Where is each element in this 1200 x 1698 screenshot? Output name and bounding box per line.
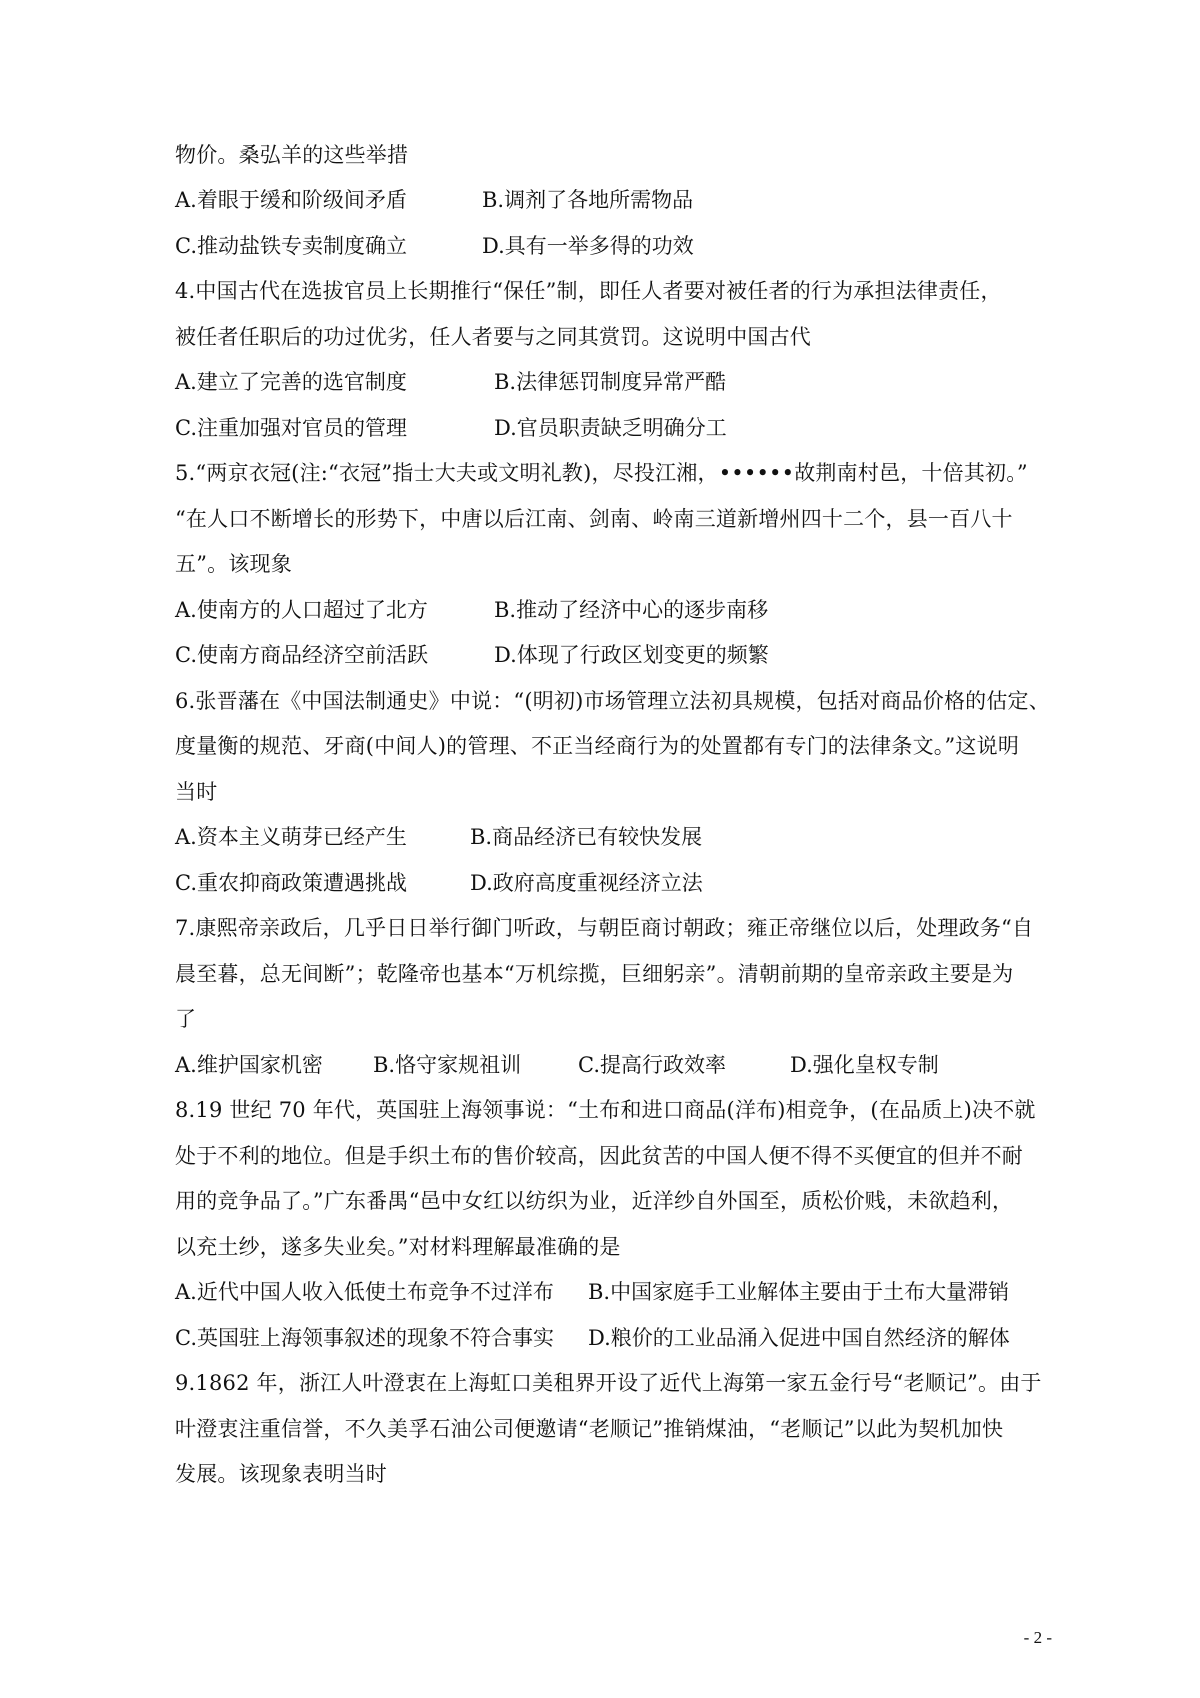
q5-option-b: B.推动了经济中心的逐步南移: [494, 598, 769, 622]
q3-option-a: A.着眼于缓和阶级间矛盾: [175, 188, 407, 212]
q8-stem-line-2: 处于不利的地位。但是手织土布的售价较高，因此贫苦的中国人便不得不买便宜的但并不耐: [175, 1144, 1023, 1168]
page-number: - 2 -: [1023, 1628, 1052, 1647]
q3-option-c: C.推动盐铁专卖制度确立: [175, 234, 407, 258]
q4-option-c: C.注重加强对官员的管理: [175, 416, 407, 440]
q7-stem-line-3: 了: [175, 1007, 197, 1031]
q6-option-d: D.政府高度重视经济立法: [470, 871, 703, 895]
q5-stem-line-1: 5.“两京衣冠(注:“衣冠”指士大夫或文明礼教)，尽投江湘，••••••故荆南村邑，十倍其初。”: [175, 461, 1028, 485]
q5-option-a: A.使南方的人口超过了北方: [175, 598, 428, 622]
q6-stem-line-1: 6.张晋藩在《中国法制通史》中说：“(明初)市场管理立法初具规模，包括对商品价格的估定、: [175, 689, 1050, 713]
q5-stem-line-2: “在人口不断增长的形势下，中唐以后江南、剑南、岭南三道新增州四十二个，县一百八十: [175, 507, 1013, 531]
q3-option-b: B.调剂了各地所需物品: [482, 188, 694, 212]
q7-option-b: B.恪守家规祖训: [373, 1053, 522, 1077]
q6-option-c: C.重农抑商政策遭遇挑战: [175, 871, 407, 895]
q9-stem-line-3: 发展。该现象表明当时: [175, 1462, 387, 1486]
q7-option-c: C.提高行政效率: [578, 1053, 726, 1077]
q8-option-d: D.粮价的工业品涌入促进中国自然经济的解体: [588, 1326, 1010, 1350]
q5-option-d: D.体现了行政区划变更的频繁: [494, 643, 769, 667]
q6-option-b: B.商品经济已有较快发展: [470, 825, 703, 849]
q8-option-a: A.近代中国人收入低使土布竞争不过洋布: [175, 1280, 554, 1304]
q4-option-d: D.官员职责缺乏明确分工: [494, 416, 727, 440]
q8-option-c: C.英国驻上海领事叙述的现象不符合事实: [175, 1326, 554, 1350]
q9-stem-line-1: 9.1862 年，浙江人叶澄衷在上海虹口美租界开设了近代上海第一家五金行号“老顺记”。由于: [175, 1371, 1042, 1395]
q8-stem-line-4: 以充土纱，遂多失业矣。”对材料理解最准确的是: [175, 1235, 621, 1259]
q5-stem-line-3: 五”。该现象: [175, 552, 292, 576]
q4-stem-line-2: 被任者任职后的功过优劣，任人者要与之同其赏罚。这说明中国古代: [175, 325, 811, 349]
q7-option-d: D.强化皇权专制: [790, 1053, 939, 1077]
q6-option-a: A.资本主义萌芽已经产生: [175, 825, 407, 849]
q4-stem-line-1: 4.中国古代在选拔官员上长期推行“保任”制，即任人者要对被任者的行为承担法律责任，: [175, 279, 1002, 303]
q3-stem-tail: 物价。桑弘羊的这些举措: [175, 143, 409, 167]
q8-stem-line-1: 8.19 世纪 70 年代，英国驻上海领事说：“土布和进口商品(洋布)相竞争，(在品质上)决不就: [175, 1098, 1036, 1122]
q8-stem-line-3: 用的竞争品了。”广东番禺“邑中女红以纺织为业，近洋纱自外国至，质松价贱，未欲趋利，: [175, 1189, 1014, 1213]
q9-stem-line-2: 叶澄衷注重信誉，不久美孚石油公司便邀请“老顺记”推销煤油，“老顺记”以此为契机加快: [175, 1417, 1004, 1441]
q6-stem-line-2: 度量衡的规范、牙商(中间人)的管理、不正当经商行为的处置都有专门的法律条文。”这说明: [175, 734, 1020, 758]
q8-option-b: B.中国家庭手工业解体主要由于土布大量滞销: [588, 1280, 1010, 1304]
q3-option-d: D.具有一举多得的功效: [482, 234, 694, 258]
q4-option-b: B.法律惩罚制度异常严酷: [494, 370, 727, 394]
q7-option-a: A.维护国家机密: [175, 1053, 323, 1077]
q5-option-c: C.使南方商品经济空前活跃: [175, 643, 428, 667]
q4-option-a: A.建立了完善的选官制度: [175, 370, 407, 394]
q6-stem-line-3: 当时: [175, 780, 218, 804]
q7-stem-line-1: 7.康熙帝亲政后，几乎日日举行御门听政，与朝臣商讨朝政；雍正帝继位以后，处理政务“自: [175, 916, 1034, 940]
q7-stem-line-2: 晨至暮，总无间断”；乾隆帝也基本“万机综揽，巨细躬亲”。清朝前期的皇帝亲政主要是为: [175, 962, 1014, 986]
